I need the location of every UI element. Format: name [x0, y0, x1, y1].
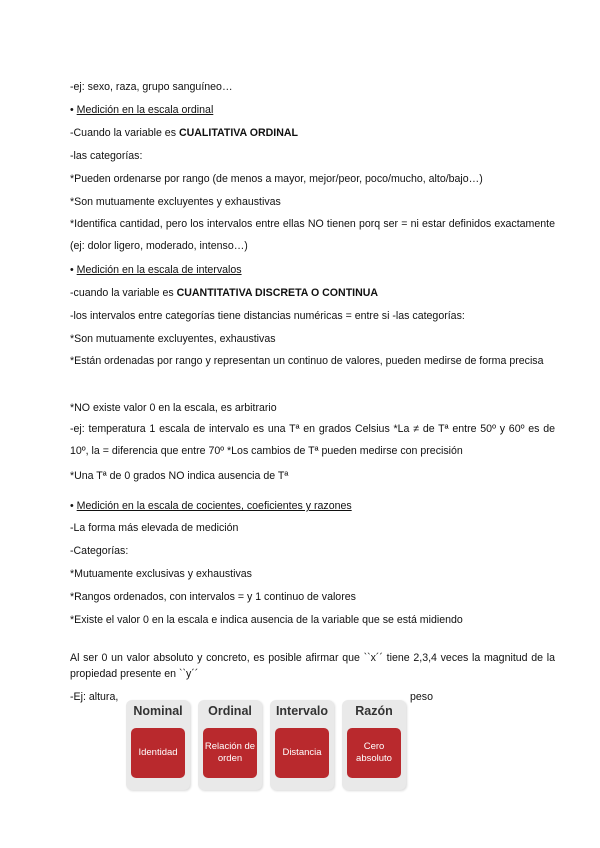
column-title: Razón: [355, 704, 393, 718]
scale-column-ordinal: [198, 700, 262, 790]
heading-text: Medición en la escala de cocientes, coeficientes y razones: [76, 500, 352, 512]
column-body: Relación de orden: [203, 728, 257, 778]
text-line: *Son mutuamente excluyentes, exhaustivas: [70, 333, 276, 345]
text-line: *Rangos ordenados, con intervalos = y 1 continuo de valores: [70, 591, 356, 603]
section-heading-ratios: [70, 499, 555, 513]
column-body: Cero absoluto: [347, 728, 401, 778]
text-line: *Pueden ordenarse por rango (de menos a mayor, mejor/peor, poco/mucho, alto/bajo…): [70, 173, 483, 185]
heading-text: Medición en la escala ordinal: [76, 104, 214, 116]
text-line: -Ej: altura,: [70, 691, 119, 703]
text-line: *Existe el valor 0 en la escala e indica ausencia de la variable que se está midiendo: [70, 614, 463, 626]
scale-column-intervalo: [270, 700, 334, 790]
text-line: *Son mutuamente excluyentes y exhaustivas: [70, 196, 281, 208]
text-paragraph: *Están ordenadas por rango y representan un continuo de valores, pueden medirse de forma precisa: [70, 355, 544, 367]
scale-column-razon: [342, 700, 406, 790]
text-line: *Mutuamente exclusivas y exhaustivas: [70, 568, 252, 580]
heading-text: Medición en la escala de intervalos: [76, 264, 242, 276]
text-line: -La forma más elevada de medición: [70, 522, 239, 534]
text-paragraph: -ej: temperatura 1 escala de intervalo es una Tª en grados Celsius *La ≠ de Tª entre 50º y 60º es de 10º, la = diferencia que entre 70º *Los cambios de Tª pueden medirse con precisión: [70, 423, 555, 457]
text-line: [70, 126, 555, 140]
column-body: Identidad: [131, 728, 185, 778]
text-line: peso: [410, 691, 433, 703]
section-heading-intervals: [70, 263, 555, 277]
column-title: Nominal: [133, 704, 183, 718]
column-title: Intervalo: [275, 704, 329, 718]
text-paragraph: *Identifica cantidad, pero los intervalos entre ellas NO tienen porq ser = ni estar definidos exactamente (ej: dolor ligero, moderado, intenso…): [70, 218, 555, 252]
text-paragraph: Al ser 0 un valor absoluto y concreto, es posible afirmar que ``x´´ tiene 2,3,4 veces la magnitud de la propiedad presente en ``y´´: [70, 652, 555, 680]
text-line: [70, 286, 555, 300]
text-line: -Categorías:: [70, 545, 129, 557]
bullet: •: [70, 264, 74, 276]
bullet: •: [70, 104, 74, 116]
text-line: -ej: sexo, raza, grupo sanguíneo…: [70, 81, 233, 93]
bold-text: CUALITATIVA ORDINAL: [178, 127, 299, 139]
bullet: •: [70, 500, 74, 512]
text-part: -Cuando la variable es: [70, 127, 179, 139]
text-line: *Una Tª de 0 grados NO indica ausencia de Tª: [70, 470, 289, 482]
section-heading-ordinal: [70, 103, 555, 117]
column-body: Distancia: [275, 728, 329, 778]
text-line: *NO existe valor 0 en la escala, es arbitrario: [70, 402, 277, 414]
column-title: Ordinal: [208, 704, 252, 718]
text-line: -los intervalos entre categorías tiene distancias numéricas = entre si -las categorías:: [70, 310, 465, 322]
scale-column-nominal: [126, 700, 190, 790]
bold-text: CUANTITATIVA DISCRETA O CONTINUA: [176, 287, 379, 299]
text-part: -cuando la variable es: [70, 287, 177, 299]
text-line: -las categorías:: [70, 150, 143, 162]
scales-diagram: [126, 700, 406, 792]
